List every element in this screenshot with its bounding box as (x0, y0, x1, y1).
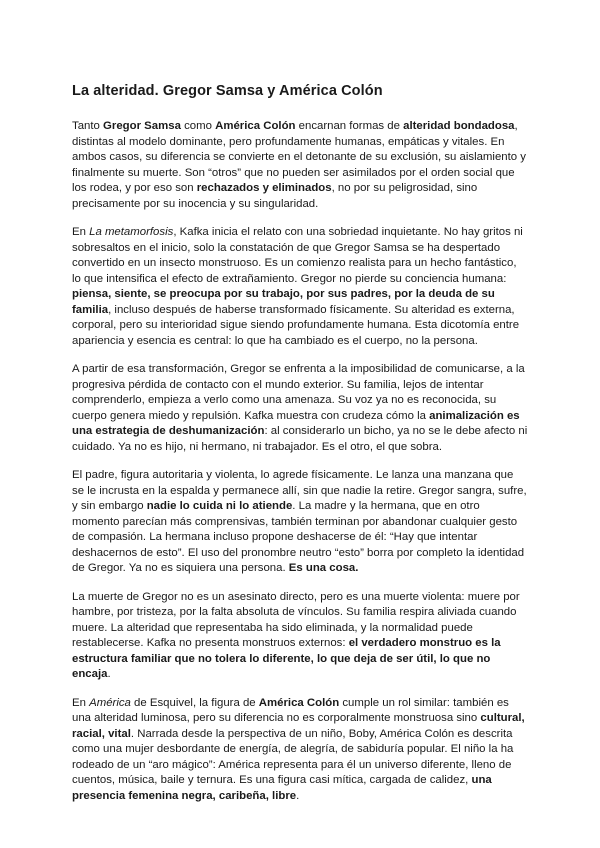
document-body (72, 82, 528, 817)
bold-text: rechazados y eliminados (196, 182, 332, 194)
bold-text: nadie lo cuida ni lo atiende (146, 500, 293, 512)
text-run: , distintas al modelo dominante, pero profundamente humanas, empáticas y vitales. En ambos casos, su diferencia se convierte en el detonante de su exclusión, su aislamiento y finalmente su muerte. Son “otros” que no pueden ser asimilados por el orden social que los rodea, y por eso son (72, 120, 526, 194)
text-run: El padre, figura autoritaria y violenta, lo agrede físicamente. Le lanza una manzana que se le incrusta en la espalda y permanece allí, sin que nadie la retire. Gregor sangra, sufre, y sin embargo (72, 469, 527, 512)
text-run: , Kafka inicia el relato con una sobriedad inquietante. No hay gritos ni sobresaltos en el inicio, solo la constatación de que Gregor Samsa se ha despertado convertido en un insecto monstruoso. Es un comienzo realista para un hecho fantástico, lo que intensifica el efecto de extrañamiento. Gregor no pierde su conciencia humana: (72, 226, 523, 285)
text-run: A partir de esa transformación, Gregor se enfrenta a la imposibilidad de comunicarse, a la progresiva pérdida de contacto con el mundo exterior. Su familia, lejos de intentar comprenderlo, empieza a verlo como una amenaza. Su voz ya no es reconocida, su cuerpo genera miedo y repulsión. Kafka muestra con crudeza cómo la (72, 363, 525, 422)
bold-text: animalización es una estrategia de deshumanización (72, 409, 520, 437)
text-run: Tanto (72, 120, 104, 132)
bold-text: Es una cosa. (288, 562, 359, 574)
text-run: , incluso después de haberse transformado físicamente. Su alteridad es externa, corporal, pero su interioridad sigue siendo profundamente humana. Esta dicotomía entre apariencia y esencia es central: lo que ha cambiado es el cuerpo, no la persona. (72, 303, 520, 347)
text-run: como (180, 120, 216, 132)
text-run: encarnan formas de (295, 120, 404, 132)
text-run: : al considerarlo un bicho, ya no se le debe afecto ni cuidado. Ya no es hijo, ni hermano, ni trabajador. Es el otro, el que sobra. (72, 425, 528, 453)
bold-text: América Colón (258, 696, 340, 709)
document-title: La alteridad. Gregor Samsa y América Colón (72, 83, 383, 99)
text-run: La muerte de Gregor no es un asesinato directo, pero es una muerte violenta: muere por hambre, por tristeza, por la falta absoluta de vínculos. Su familia respira aliviada cuando muere. La alteridad que representaba ha sido eliminada, y la normalidad puede restablecerse. Kafka no presenta monstruos externos: (72, 590, 520, 649)
text-run: , no por su peligrosidad, sino precisamente por su inocencia y su singularidad. (72, 182, 478, 210)
bold-text: piensa, siente, se preocupa por su trabajo, por sus padres, por la deuda de su familia (72, 288, 495, 316)
bold-text: América Colón (215, 120, 296, 132)
bold-text: Gregor Samsa (103, 120, 181, 132)
paragraph-5 (72, 590, 528, 683)
paragraph-4 (72, 468, 528, 577)
text-run: . Narrada desde la perspectiva de un niño, Boby, América Colón es descrita como una mujer desbordante de energía, de alegría, de sabiduría popular. El niño la ha rodeado de un “aro mágico”: América representa para él un universo diferente, lleno de cuentos, música, baile y ternura. Es una figura casi mítica, cargada de calidez, (72, 727, 514, 786)
bold-text: cultural, racial, vital (72, 712, 525, 740)
bold-text: el verdadero monstruo es la estructura familiar que no tolera lo diferente, lo que deja de ser útil, lo que no encaja (72, 637, 501, 680)
text-run: En (72, 696, 90, 709)
text-run: cumple un rol similar: también es una alteridad luminosa, pero su diferencia no es corporalmente monstruosa sino (72, 696, 509, 724)
text-run: . (107, 668, 111, 680)
text-run: . La madre y la hermana, que en otro momento parecían más comprensivas, también terminan por abandonar cualquier gesto de compasión. La hermana incluso propone deshacerse de él: “Hay que intentar deshacernos de esto”. El uso del pronombre neutro “esto” borra por completo la identidad de Gregor. Ya no es siquiera una persona. (72, 500, 525, 574)
paragraph-2 (72, 225, 528, 349)
bold-text: alteridad bondadosa (403, 120, 515, 132)
italic-title: América (89, 696, 131, 709)
italic-title: La metamorfosis (89, 226, 174, 238)
text-run: . (296, 789, 300, 802)
text-run: En (72, 226, 90, 238)
paragraph-6 (72, 696, 528, 805)
paragraph-3 (72, 362, 528, 455)
paragraph-1 (72, 119, 528, 212)
text-run: de Esquivel, la figura de (130, 696, 259, 709)
bold-text: una presencia femenina negra, caribeña, libre (72, 774, 492, 802)
